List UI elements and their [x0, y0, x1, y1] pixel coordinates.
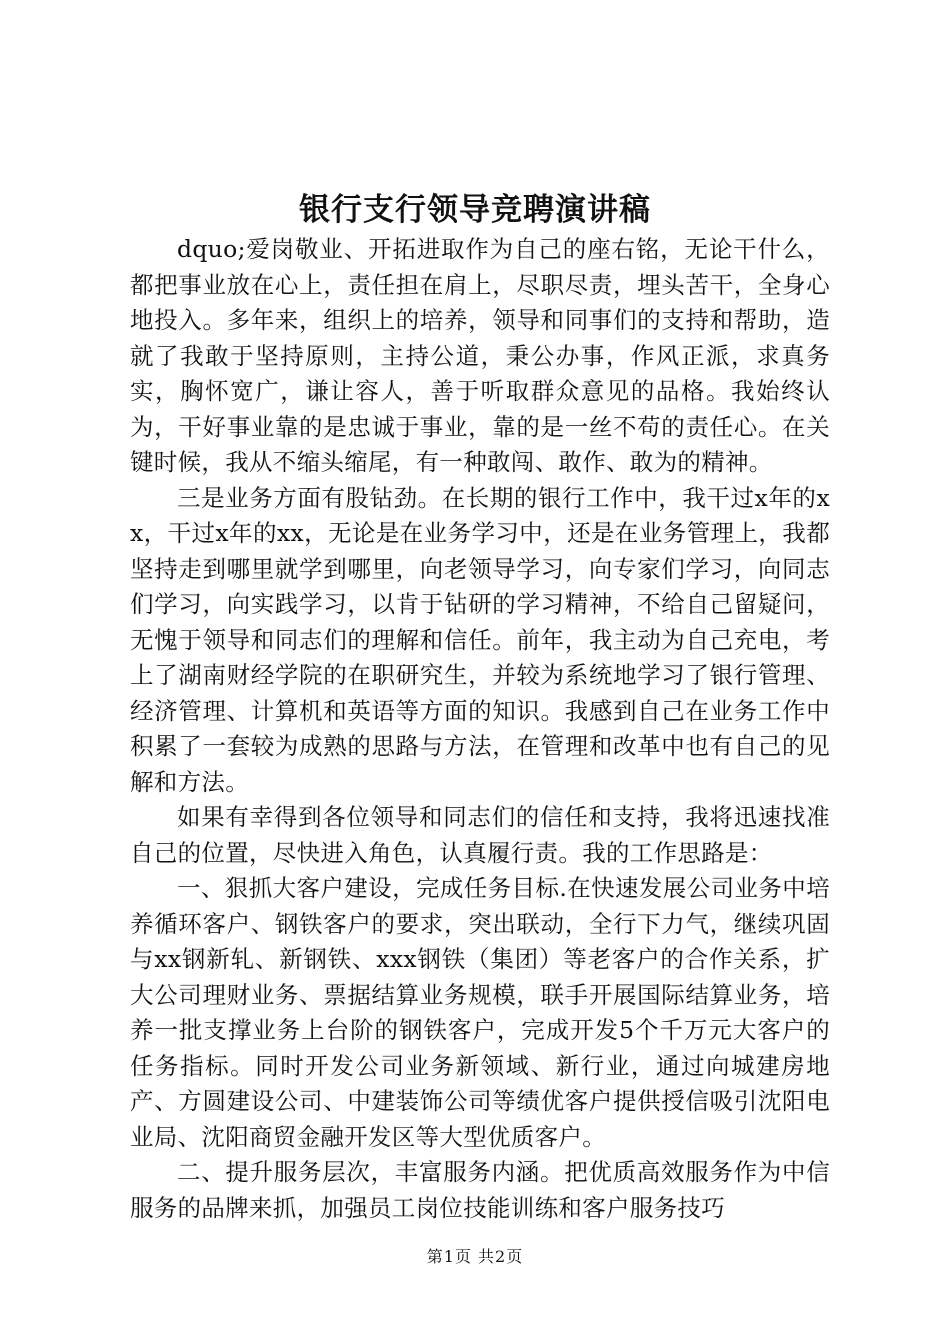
paragraph: 如果有幸得到各位领导和同志们的信任和支持，我将迅速找准自己的位置，尽快进入角色，认真履行责。我的工作思路是：: [130, 803, 830, 867]
paragraph: 一、狠抓大客户建设，完成任务目标.在快速发展公司业务中培养循环客户、钢铁客户的要求，突出联动，全行下力气，继续巩固与xx钢新轧、新钢铁、xxx钢铁（集团）等老客户的合作关系，扩大公司理财业务、票据结算业务规模，联手开展国际结算业务，培养一批支撑业务上台阶的钢铁客户，完成开发5个千万元大客户的任务指标。同时开发公司业务新领域、新行业，通过向城建房地产、方圆建设公司、中建装饰公司等绩优客户提供授信吸引沈阳电业局、沈阳商贸金融开发区等大型优质客户。: [130, 874, 830, 1151]
document-title: 银行支行领导竞聘演讲稿: [299, 192, 651, 228]
paragraph: dquo;爱岗敬业、开拓进取作为自己的座右铭，无论干什么，都把事业放在心上，责任担在肩上，尽职尽责，埋头苦干，全身心地投入。多年来，组织上的培养，领导和同事们的支持和帮助，造就了我敢于坚持原则，主持公道，秉公办事，作风正派，求真务实，胸怀宽广，谦让容人，善于听取群众意见的品格。我始终认为，干好事业靠的是忠诚于事业，靠的是一丝不苟的责任心。在关键时候，我从不缩头缩尾，有一种敢闯、敢作、敢为的精神。: [130, 235, 830, 476]
document-body: [130, 232, 830, 1226]
page-footer: 第1页 共2页: [426, 1247, 524, 1266]
paragraph: 二、提升服务层次，丰富服务内涵。把优质高效服务作为中信服务的品牌来抓，加强员工岗位技能训练和客户服务技巧: [130, 1158, 830, 1222]
paragraph: 三是业务方面有股钻劲。在长期的银行工作中，我干过x年的xx，干过x年的xx，无论是在业务学习中，还是在业务管理上，我都坚持走到哪里就学到哪里，向老领导学习，向专家们学习，向同志们学习，向实践学习，以肯于钻研的学习精神，不给自己留疑问，无愧于领导和同志们的理解和信任。前年，我主动为自己充电，考上了湖南财经学院的在职研究生，并较为系统地学习了银行管理、经济管理、计算机和英语等方面的知识。我感到自己在业务工作中积累了一套较为成熟的思路与方法，在管理和改革中也有自己的见解和方法。: [130, 483, 830, 796]
